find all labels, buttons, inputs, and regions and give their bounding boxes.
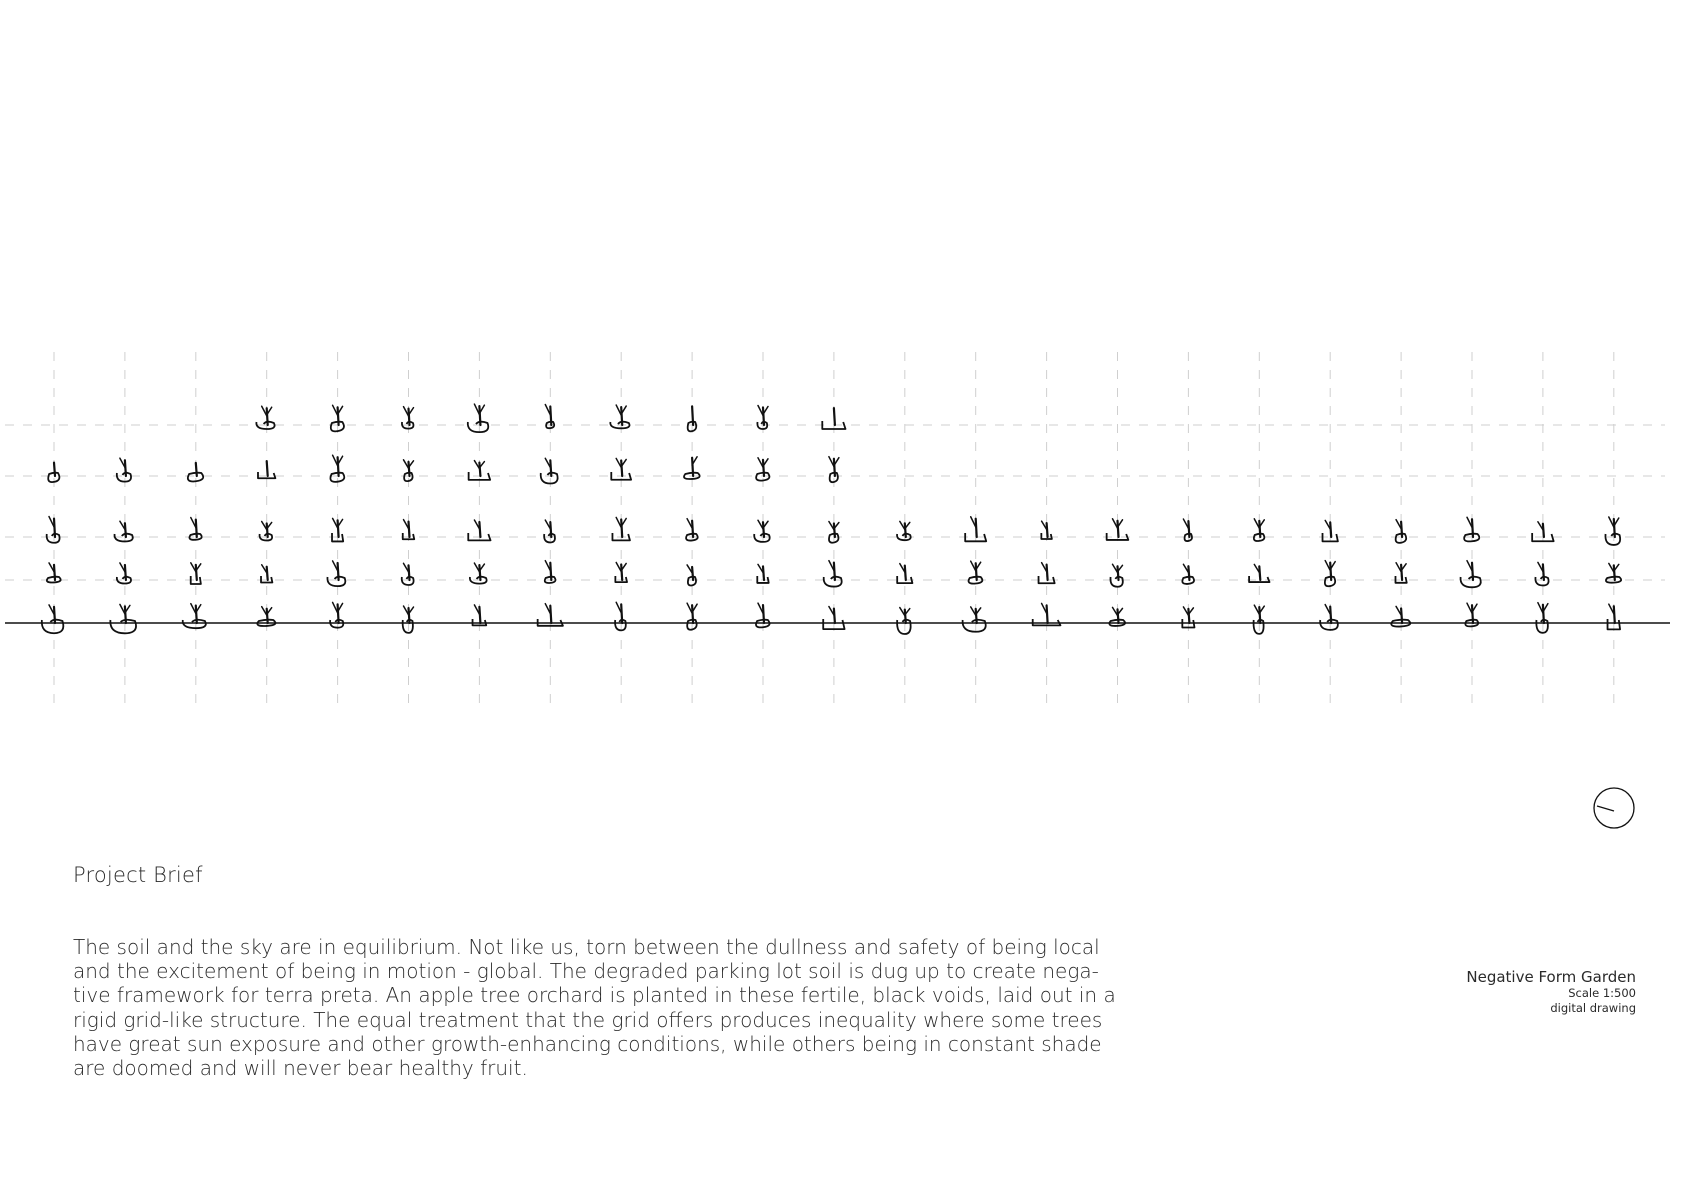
caption-scale: Scale 1:500 xyxy=(1568,986,1636,1000)
brief-text xyxy=(73,935,1116,1081)
brief-line: The soil and the sky are in equilibrium. Not like us, torn between the dullness and safety of being local xyxy=(73,935,1100,959)
tree-symbol xyxy=(963,607,986,632)
tree-symbol xyxy=(469,461,491,480)
tree-symbol xyxy=(468,404,489,432)
tree-symbol xyxy=(687,565,696,586)
tree-symbol xyxy=(403,520,414,540)
tree-symbol xyxy=(1183,519,1192,541)
tree-symbol xyxy=(612,517,629,540)
tree-symbol xyxy=(897,608,911,634)
tree-symbol xyxy=(256,406,274,429)
brief-line: rigid grid-like structure. The equal treatment that the grid offers produces inequality where some trees xyxy=(73,1007,1103,1032)
tree-symbol xyxy=(1041,521,1052,539)
tree-symbol xyxy=(1249,564,1269,582)
brief-heading: Project Brief xyxy=(73,863,203,887)
tree-symbol xyxy=(615,562,627,582)
tree-symbol xyxy=(541,458,558,483)
tree-symbol xyxy=(1325,561,1335,587)
tree-symbol xyxy=(1182,564,1194,584)
tree-symbol xyxy=(756,458,769,481)
tree-symbol xyxy=(754,520,769,542)
tree-symbol xyxy=(327,561,345,586)
tree-symbol xyxy=(404,460,414,481)
tree-symbol xyxy=(1320,605,1338,630)
brief-line: tive framework for terra preta. An apple tree orchard is planted in these fertile, black voids, laid out in a xyxy=(73,983,1116,1008)
tree-symbol xyxy=(183,604,206,629)
tree-symbol xyxy=(1110,564,1122,586)
north-arrow-icon xyxy=(1594,788,1634,828)
tree-symbol xyxy=(1033,603,1061,625)
tree-symbol xyxy=(47,517,60,543)
tree-symbol xyxy=(1461,561,1481,588)
caption-title: Negative Form Garden xyxy=(1466,968,1636,986)
tree-symbol xyxy=(611,458,631,479)
tree-symbol xyxy=(468,520,490,540)
tree-symbol xyxy=(117,458,131,481)
tree-symbol xyxy=(110,604,136,633)
tree-symbol xyxy=(191,563,201,584)
brief-line: have great sun exposure and other growth-enhancing conditions, while others being in constant shade xyxy=(73,1031,1102,1056)
tree-symbol xyxy=(544,520,555,542)
tree-symbol xyxy=(824,561,842,587)
tree-symbols xyxy=(42,404,1621,634)
drawing-caption xyxy=(1466,968,1636,1016)
tree-symbol xyxy=(330,455,344,482)
caption-medium: digital drawing xyxy=(1550,1001,1636,1015)
tree-symbol xyxy=(402,563,414,585)
tree-symbol xyxy=(260,521,273,540)
tree-symbol xyxy=(330,602,343,627)
tree-symbol xyxy=(1536,603,1548,633)
tree-symbol xyxy=(42,605,64,633)
tree-symbol xyxy=(1535,562,1548,585)
tree-symbol xyxy=(1605,517,1620,545)
tree-symbol xyxy=(115,521,133,541)
brief-line: and the excitement of being in motion - global. The degraded parking lot soil is dug up to create nega- xyxy=(73,959,1099,984)
tree-symbol xyxy=(615,602,626,630)
tree-symbol xyxy=(470,563,487,584)
brief-line: are doomed and will never bear healthy fruit. xyxy=(73,1056,528,1081)
